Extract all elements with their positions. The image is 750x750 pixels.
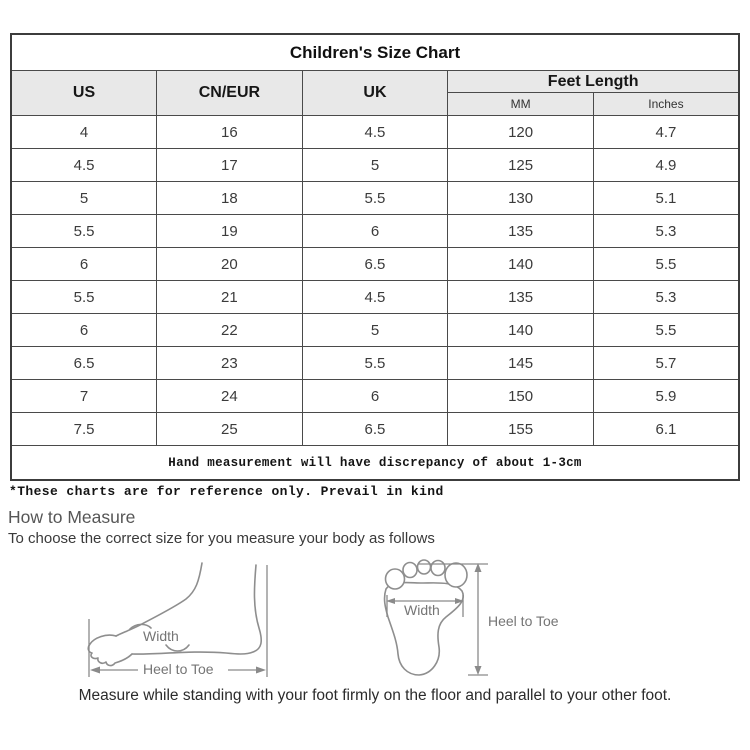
table-cell: 7.5 (11, 413, 157, 446)
table-cell: 5.1 (593, 182, 739, 215)
table-row (11, 314, 739, 347)
table-row (11, 215, 739, 248)
table-cell: 145 (448, 347, 594, 380)
table-cell: 5.3 (593, 281, 739, 314)
table-cell: 4.5 (11, 149, 157, 182)
table-cell: 6.1 (593, 413, 739, 446)
table-cell: 25 (157, 413, 303, 446)
table-cell: 6 (11, 314, 157, 347)
toe-circle (386, 569, 405, 589)
table-cell: 16 (157, 116, 303, 149)
foot-ball-crease-path (166, 645, 189, 651)
column-header-cn-eur: CN/EUR (157, 71, 303, 116)
measure-instruction-note: Measure while standing with your foot firmly on the floor and parallel to your other foot. (78, 687, 672, 704)
unit-header-mm: MM (448, 93, 594, 116)
table-cell: 5.3 (593, 215, 739, 248)
down-arrowhead (475, 666, 482, 675)
table-header-row (11, 71, 739, 93)
table-cell: 5 (302, 314, 448, 347)
table-cell: 17 (157, 149, 303, 182)
table-cell: 7 (11, 380, 157, 413)
foot-side-view-diagram (80, 553, 280, 683)
big-toe-circle (445, 563, 467, 587)
table-row (11, 380, 739, 413)
table-cell: 24 (157, 380, 303, 413)
table-cell: 125 (448, 149, 594, 182)
table-cell: 5 (302, 149, 448, 182)
footprint-width-label: Width (404, 602, 440, 618)
table-cell: 135 (448, 281, 594, 314)
table-row (11, 116, 739, 149)
reference-note: *These charts are for reference only. Prevail in kind (9, 484, 444, 499)
table-cell: 4.5 (302, 281, 448, 314)
right-arrowhead (256, 667, 266, 674)
column-header-feet-length: Feet Length (448, 71, 739, 93)
table-row (11, 182, 739, 215)
table-cell: 6 (11, 248, 157, 281)
table-cell: 5 (11, 182, 157, 215)
table-cell: 18 (157, 182, 303, 215)
footprint-heel-to-toe-label: Heel to Toe (488, 613, 559, 629)
table-cell: 4.7 (593, 116, 739, 149)
table-cell: 5.5 (11, 281, 157, 314)
size-rows (11, 116, 739, 446)
table-cell: 6.5 (302, 248, 448, 281)
table-cell: 5.5 (11, 215, 157, 248)
left-arrowhead (90, 667, 100, 674)
table-cell: 23 (157, 347, 303, 380)
table-cell: 5.9 (593, 380, 739, 413)
column-header-uk: UK (302, 71, 448, 116)
toe-circle (403, 563, 417, 578)
table-cell: 155 (448, 413, 594, 446)
table-footnote: Hand measurement will have discrepancy of about 1-3cm (11, 446, 739, 481)
table-row (11, 347, 739, 380)
foot-front-ankle-instep-path (116, 563, 202, 636)
side-heel-to-toe-label: Heel to Toe (143, 661, 214, 677)
table-cell: 5.5 (302, 347, 448, 380)
table-cell: 130 (448, 182, 594, 215)
table-row (11, 413, 739, 446)
table-footnote-row (11, 446, 739, 481)
table-cell: 19 (157, 215, 303, 248)
unit-header-inches: Inches (593, 93, 739, 116)
table-cell: 21 (157, 281, 303, 314)
table-row (11, 248, 739, 281)
foot-toes-path (88, 635, 132, 665)
table-title-row (11, 34, 739, 71)
how-to-measure-subtitle: To choose the correct size for you measure your body as follows (8, 530, 435, 547)
table-cell: 135 (448, 215, 594, 248)
toe-circle (431, 561, 445, 576)
table-cell: 140 (448, 248, 594, 281)
how-to-measure-title: How to Measure (8, 507, 136, 527)
table-cell: 150 (448, 380, 594, 413)
table-cell: 5.5 (593, 248, 739, 281)
table-cell: 6 (302, 215, 448, 248)
table-cell: 20 (157, 248, 303, 281)
table-cell: 4 (11, 116, 157, 149)
table-cell: 5.5 (302, 182, 448, 215)
chart-title: Children's Size Chart (11, 34, 739, 71)
toe-circle (418, 560, 431, 574)
table-cell: 4.9 (593, 149, 739, 182)
column-header-us: US (11, 71, 157, 116)
table-row (11, 281, 739, 314)
table-cell: 120 (448, 116, 594, 149)
size-chart-table (10, 33, 740, 481)
table-cell: 22 (157, 314, 303, 347)
table-cell: 5.5 (593, 314, 739, 347)
footprint-outline-path (385, 583, 464, 675)
table-cell: 140 (448, 314, 594, 347)
table-cell: 5.7 (593, 347, 739, 380)
table-cell: 6.5 (302, 413, 448, 446)
table-cell: 4.5 (302, 116, 448, 149)
footprint-diagram (372, 553, 587, 683)
table-row (11, 149, 739, 182)
table-cell: 6 (302, 380, 448, 413)
side-width-label: Width (143, 628, 179, 644)
table-cell: 6.5 (11, 347, 157, 380)
